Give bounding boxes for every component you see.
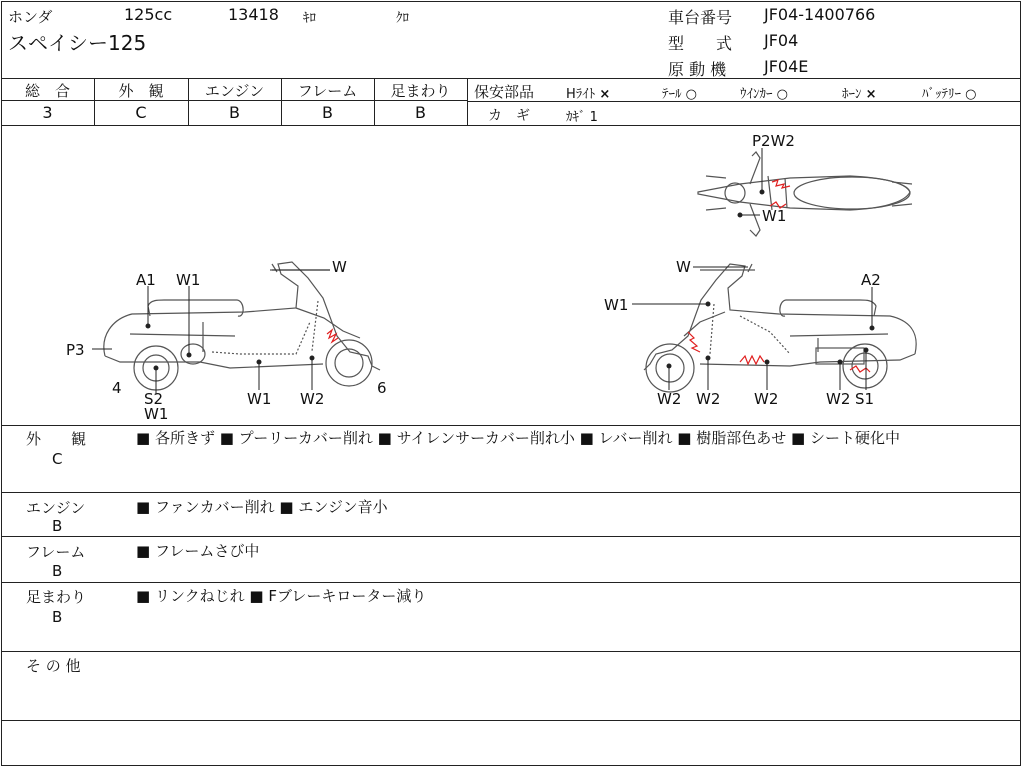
frame-no-label: 車台番号 — [668, 8, 733, 27]
safety-title: 保安部品 — [474, 83, 535, 101]
type-value: JF04 — [764, 31, 799, 50]
remark-label-other: そ の 他 — [26, 657, 81, 675]
label-w1-left: W1 — [176, 271, 201, 289]
label-w-left: W — [332, 258, 347, 276]
grade-label-overall: 総 合 — [24, 82, 70, 100]
remark-grade-exterior: C — [52, 450, 63, 468]
safety-item-tail: ﾃｰﾙ ○ — [662, 87, 697, 102]
divider — [1, 78, 1021, 79]
safety-item-battery: ﾊﾞｯﾃﾘｰ ○ — [922, 87, 977, 102]
remark-label-exterior: 外 観 — [26, 430, 87, 448]
frame-no: JF04-1400766 — [764, 5, 876, 24]
damage-mark — [688, 332, 700, 352]
remark-grade-frame: B — [52, 562, 63, 580]
mileage: 13418 — [228, 5, 279, 24]
label-w1-bottom: W1 — [144, 405, 169, 423]
color: ｸﾛ — [396, 11, 409, 26]
grade-value-engine: B — [229, 103, 240, 122]
label-w1-mid: W1 — [247, 390, 272, 408]
engine-value: JF04E — [764, 57, 809, 76]
damage-marks — [327, 180, 870, 372]
remark-text-frame: ■ フレームさび中 — [136, 542, 260, 560]
label-a1: A1 — [136, 271, 156, 289]
maker: ホンダ — [8, 8, 53, 26]
key-value: ｶｷﾞ 1 — [566, 110, 598, 125]
mileage-unit: ｷﾛ — [303, 11, 316, 26]
remark-label-suspension: 足まわり — [26, 588, 87, 606]
damage-mark — [740, 356, 764, 364]
label-w1-top: W1 — [762, 207, 787, 225]
remark-text-suspension: ■ リンクねじれ ■ Fブレーキローター減り — [136, 587, 427, 605]
top-view-scooter — [698, 152, 912, 236]
displacement: 125cc — [124, 5, 173, 24]
type-label: 型 式 — [668, 34, 733, 53]
label-w2-left: W2 — [300, 390, 325, 408]
grade-value-suspension: B — [415, 103, 426, 122]
label-6: 6 — [377, 379, 387, 397]
model-name: スペイシー125 — [8, 31, 147, 55]
remark-label-engine: エンジン — [26, 499, 86, 517]
grade-label-engine: エンジン — [204, 82, 265, 100]
grade-label-exterior: 外 観 — [118, 82, 164, 100]
divider — [467, 78, 468, 125]
key-label: カ ギ — [488, 108, 530, 124]
divider — [1, 492, 1021, 493]
label-w2-d: W2 — [826, 390, 851, 408]
label-s1: S1 — [855, 390, 875, 408]
divider — [1, 651, 1021, 652]
remark-label-frame: フレーム — [26, 543, 86, 561]
divider — [1, 720, 1021, 721]
grade-value-overall: 3 — [42, 103, 53, 122]
label-s2: S2 — [144, 390, 164, 408]
label-w-right: W — [676, 258, 691, 276]
label-a2: A2 — [861, 271, 881, 289]
label-p3: P3 — [66, 341, 85, 359]
engine-label: 原 動 機 — [668, 60, 727, 79]
grade-label-frame: フレーム — [297, 82, 358, 100]
label-w2-b: W2 — [696, 390, 721, 408]
label-4: 4 — [112, 379, 122, 397]
label-p2w2: P2W2 — [752, 132, 795, 150]
damage-mark — [327, 330, 338, 342]
remark-text-exterior: ■ 各所きず ■ プーリーカバー削れ ■ サイレンサーカバー削れ小 ■ レバー削れ ■ 樹脂部色あせ ■ シート硬化中 — [136, 429, 900, 447]
divider — [1, 582, 1021, 583]
grade-value-frame: B — [322, 103, 333, 122]
damage-mark — [772, 180, 790, 188]
label-w2-a: W2 — [657, 390, 682, 408]
remark-grade-engine: B — [52, 517, 63, 535]
label-w2-c: W2 — [754, 390, 779, 408]
label-w1-right: W1 — [604, 296, 629, 314]
remark-text-engine: ■ ファンカバー削れ ■ エンジン音小 — [136, 498, 388, 516]
safety-item-headlight: Hﾗｲﾄ × — [566, 87, 611, 102]
remark-grade-suspension: B — [52, 608, 63, 626]
safety-item-horn: ﾎｰﾝ × — [842, 87, 877, 102]
safety-item-winker: ｳｲﾝｶｰ ○ — [740, 87, 788, 102]
grade-value-exterior: C — [135, 103, 147, 122]
scooter-damage-diagram — [0, 126, 1024, 426]
grade-label-suspension: 足まわり — [390, 82, 451, 100]
divider — [1, 425, 1021, 426]
divider — [1, 536, 1021, 537]
